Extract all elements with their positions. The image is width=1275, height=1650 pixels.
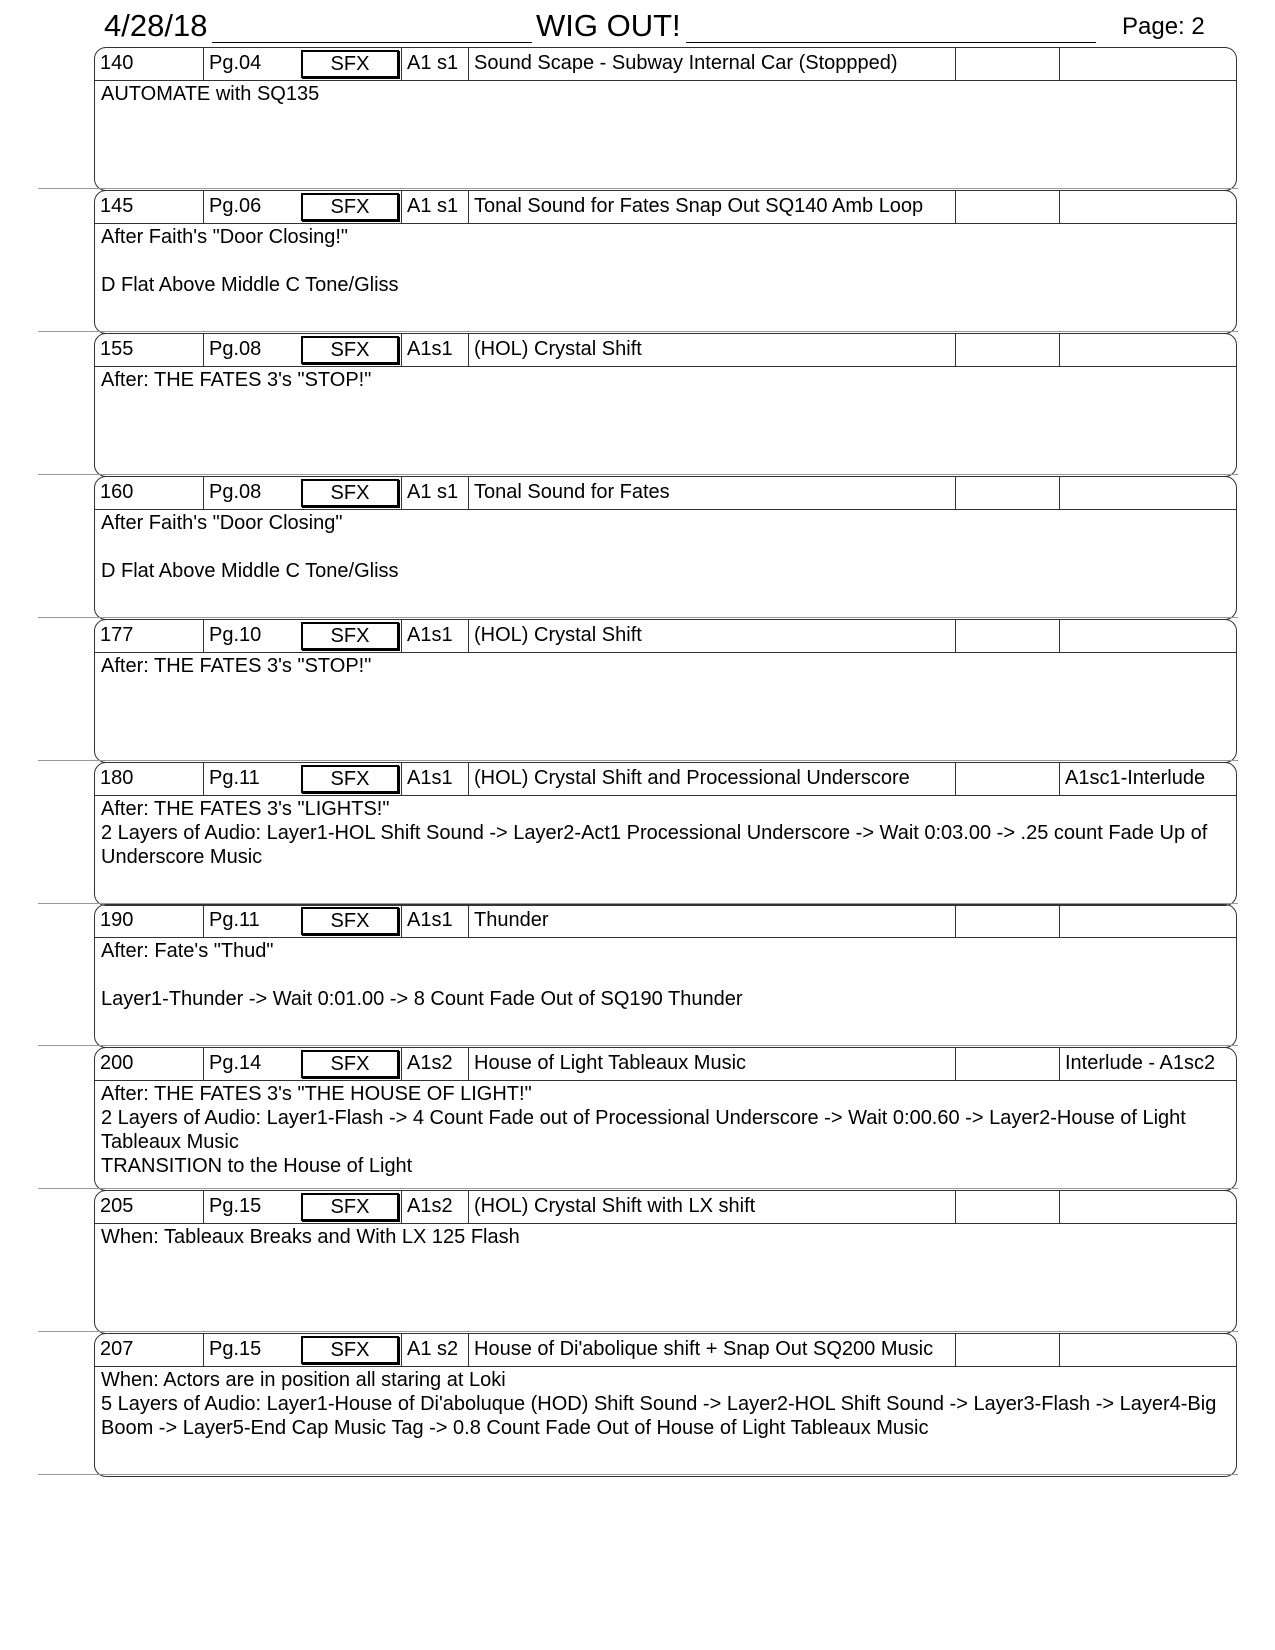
cue-notes: After Faith's "Door Closing" D Flat Above Middle C Tone/Gliss: [101, 512, 399, 582]
page-header: [0, 8, 1275, 48]
cue-description: (HOL) Crystal Shift and Processional Underscore: [468, 763, 955, 795]
cue-card: [94, 904, 1237, 1048]
cue-card: [94, 619, 1237, 763]
cue-notes: After: Fate's "Thud" Layer1-Thunder -> Wait 0:01.00 -> 8 Count Fade Out of SQ190 Thunder: [101, 940, 743, 1010]
cue-number: 155: [100, 338, 134, 360]
date-label: 4/28/18: [104, 8, 208, 43]
cue-divider: [38, 331, 1238, 332]
cue-notes: After Faith's "Door Closing!" D Flat Above Middle C Tone/Gliss: [101, 226, 399, 296]
cue-notes: After: THE FATES 3's "LIGHTS!" 2 Layers of Audio: Layer1-HOL Shift Sound -> Layer2-Act1 Processional Underscore -> Wait 0:03.00 -> .25 count Fade Up of Underscore Music: [101, 798, 1208, 868]
cue-extra-1: [955, 334, 1059, 366]
cue-divider: [38, 188, 1238, 189]
cue-number: 200: [100, 1052, 134, 1074]
page-number: Page: 2: [1122, 13, 1205, 40]
cue-divider: [38, 617, 1238, 618]
cue-type: SFX: [301, 50, 399, 78]
cue-description: House of Light Tableaux Music: [468, 1048, 955, 1080]
cue-card: [94, 1047, 1237, 1191]
show-title: WIG OUT!: [536, 8, 681, 43]
cue-divider: [38, 1331, 1238, 1332]
header-underline-right: [686, 42, 1096, 43]
cue-card: [94, 762, 1237, 906]
cue-number: 145: [100, 195, 134, 217]
cue-extra-2: [1059, 620, 1237, 652]
cue-extra-2: [1059, 48, 1237, 80]
cue-number: 207: [100, 1338, 134, 1360]
cue-extra-2: A1sc1-Interlude: [1059, 763, 1237, 795]
cue-page: Pg.15: [203, 1334, 298, 1366]
cue-divider: [38, 474, 1238, 475]
cue-header-row: [95, 477, 1236, 510]
cue-notes: AUTOMATE with SQ135: [101, 83, 320, 105]
header-underline-left: [212, 42, 532, 43]
cue-notes: When: Tableaux Breaks and With LX 125 Flash: [101, 1226, 520, 1248]
cue-act-scene: A1 s1: [401, 48, 468, 80]
cue-header-row: [95, 763, 1236, 796]
cue-extra-1: [955, 763, 1059, 795]
cue-type: SFX: [301, 193, 399, 221]
cue-extra-1: [955, 905, 1059, 937]
cue-extra-1: [955, 1048, 1059, 1080]
cue-extra-1: [955, 620, 1059, 652]
cue-notes: After: THE FATES 3's "STOP!": [101, 655, 372, 677]
cue-number: 177: [100, 624, 134, 646]
cue-divider: [38, 1474, 1238, 1475]
cue-type: SFX: [301, 1336, 399, 1364]
cue-description: Tonal Sound for Fates Snap Out SQ140 Amb Loop: [468, 191, 955, 223]
cue-divider: [38, 1045, 1238, 1046]
cue-page: Pg.11: [203, 905, 298, 937]
cue-header-row: [95, 1334, 1236, 1367]
cue-number: 205: [100, 1195, 134, 1217]
cue-description: (HOL) Crystal Shift: [468, 334, 955, 366]
cue-card: [94, 1190, 1237, 1334]
cue-extra-2: [1059, 191, 1237, 223]
cue-page: Pg.06: [203, 191, 298, 223]
cue-card: [94, 190, 1237, 334]
cue-extra-1: [955, 48, 1059, 80]
cue-extra-1: [955, 1334, 1059, 1366]
cue-page: Pg.08: [203, 477, 298, 509]
cue-extra-1: [955, 477, 1059, 509]
cue-page: Pg.04: [203, 48, 298, 80]
cue-extra-2: [1059, 1334, 1237, 1366]
cue-description: Sound Scape - Subway Internal Car (Stoppped): [468, 48, 955, 80]
cue-act-scene: A1s1: [401, 334, 468, 366]
cue-description: House of Di'abolique shift + Snap Out SQ200 Music: [468, 1334, 955, 1366]
cue-notes: After: THE FATES 3's "STOP!": [101, 369, 372, 391]
cue-type: SFX: [301, 1050, 399, 1078]
cue-extra-2: [1059, 334, 1237, 366]
cue-number: 180: [100, 767, 134, 789]
cue-description: (HOL) Crystal Shift: [468, 620, 955, 652]
cue-notes: When: Actors are in position all staring at Loki 5 Layers of Audio: Layer1-House of Di'aboluque (HOD) Shift Sound -> Layer2-HOL Shift Sound -> Layer3-Flash -> Layer4-Big Boom -> Layer5-End Cap Music Tag -> 0.8 Count Fade Out of House of Light Tableaux Music: [101, 1369, 1217, 1439]
cue-act-scene: A1 s1: [401, 191, 468, 223]
cue-description: (HOL) Crystal Shift with LX shift: [468, 1191, 955, 1223]
cue-act-scene: A1 s1: [401, 477, 468, 509]
cue-header-row: [95, 334, 1236, 367]
cue-act-scene: A1s2: [401, 1048, 468, 1080]
cue-description: Tonal Sound for Fates: [468, 477, 955, 509]
cue-type: SFX: [301, 1193, 399, 1221]
cue-act-scene: A1s1: [401, 620, 468, 652]
cue-type: SFX: [301, 336, 399, 364]
cue-number: 160: [100, 481, 134, 503]
cue-extra-1: [955, 1191, 1059, 1223]
cue-header-row: [95, 1048, 1236, 1081]
cue-number: 190: [100, 909, 134, 931]
cue-act-scene: A1 s2: [401, 1334, 468, 1366]
cue-act-scene: A1s2: [401, 1191, 468, 1223]
cue-page: Pg.10: [203, 620, 298, 652]
cue-card: [94, 47, 1237, 191]
cue-type: SFX: [301, 907, 399, 935]
cue-extra-2: [1059, 905, 1237, 937]
cue-divider: [38, 760, 1238, 761]
cue-divider: [38, 1188, 1238, 1189]
cue-header-row: [95, 620, 1236, 653]
cue-extra-1: [955, 191, 1059, 223]
cue-act-scene: A1s1: [401, 905, 468, 937]
cue-type: SFX: [301, 622, 399, 650]
cue-page: Pg.08: [203, 334, 298, 366]
cue-extra-2: [1059, 477, 1237, 509]
cue-extra-2: Interlude - A1sc2: [1059, 1048, 1237, 1080]
cue-description: Thunder: [468, 905, 955, 937]
cue-card: [94, 333, 1237, 477]
cue-type: SFX: [301, 765, 399, 793]
cue-extra-2: [1059, 1191, 1237, 1223]
cue-header-row: [95, 905, 1236, 938]
cue-card: [94, 1333, 1237, 1477]
cue-page: Pg.14: [203, 1048, 298, 1080]
cue-type: SFX: [301, 479, 399, 507]
cue-header-row: [95, 48, 1236, 81]
cue-header-row: [95, 1191, 1236, 1224]
cue-number: 140: [100, 52, 134, 74]
cue-header-row: [95, 191, 1236, 224]
cue-page: Pg.11: [203, 763, 298, 795]
cue-card: [94, 476, 1237, 620]
cue-act-scene: A1s1: [401, 763, 468, 795]
cue-notes: After: THE FATES 3's "THE HOUSE OF LIGHT!" 2 Layers of Audio: Layer1-Flash -> 4 Count Fade out of Processional Underscore -> Wait 0:00.60 -> Layer2-House of Light Tableaux Music TRANSITION to the House of Light: [101, 1083, 1186, 1177]
cue-page: Pg.15: [203, 1191, 298, 1223]
